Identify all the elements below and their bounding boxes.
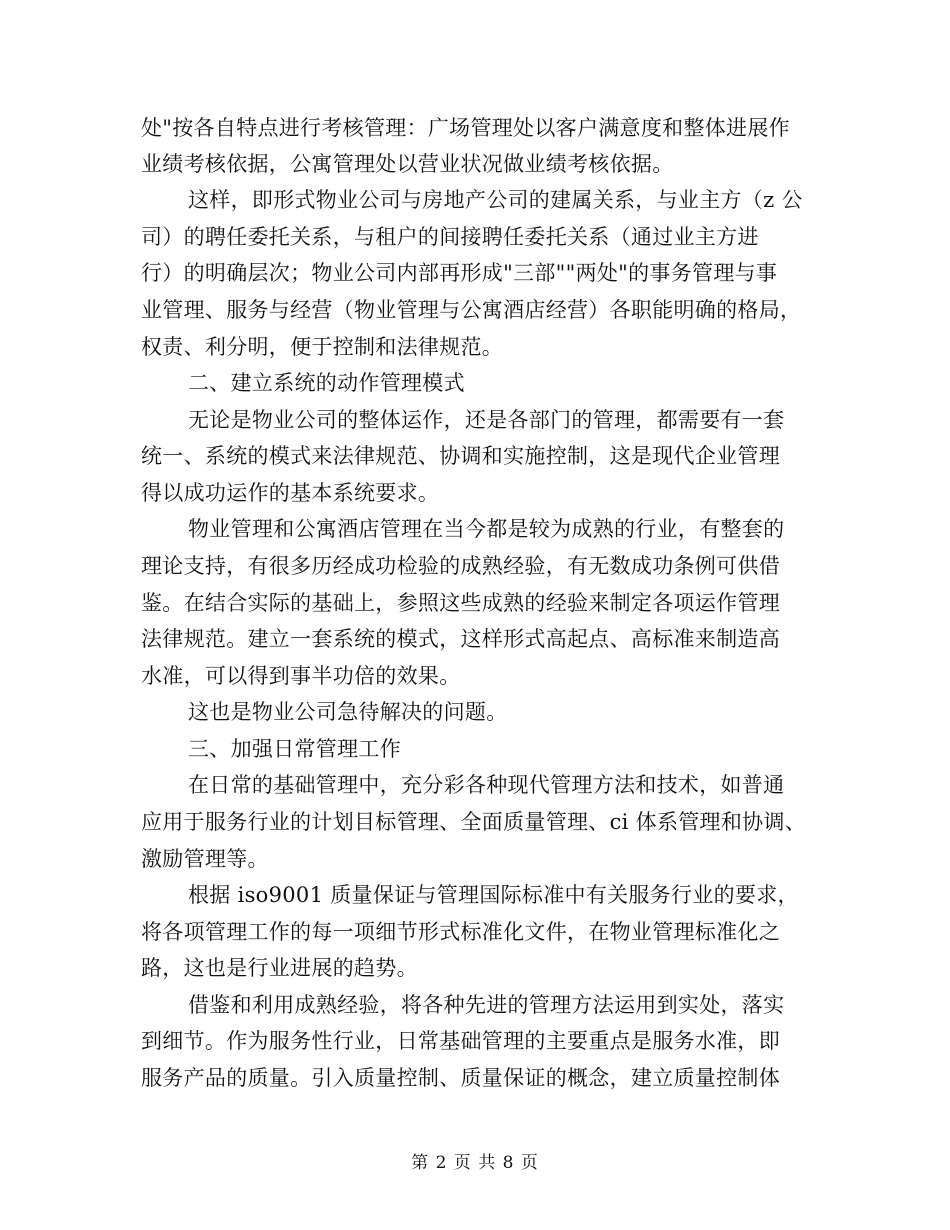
text-line: 应用于服务行业的计划目标管理、全面质量管理、ci 体系管理和协调、 (141, 810, 807, 834)
section-heading: 二、建立系统的动作管理模式 (188, 371, 465, 395)
text-line: 这样，即形式物业公司与房地产公司的建属关系，与业主方（z 公 (188, 188, 803, 212)
text-line: 这也是物业公司急待解决的问题。 (188, 700, 508, 724)
text-line: 鉴。在结合实际的基础上，参照这些成熟的经验来制定各项运作管理 (141, 591, 780, 615)
text-line: 理论支持，有很多历经成功检验的成熟经验，有无数成功条例可供借 (141, 554, 780, 578)
text-line: 水准，可以得到事半功倍的效果。 (141, 664, 461, 688)
text-line: 权责、利分明，便于控制和法律规范。 (141, 335, 504, 359)
text-line: 路，这也是行业进展的趋势。 (141, 956, 418, 980)
text-line: 无论是物业公司的整体运作，还是各部门的管理，都需要有一套 (188, 408, 785, 432)
text-line: 处"按各自特点进行考核管理：广场管理处以客户满意度和整体进展作 (141, 116, 790, 140)
text-line: 到细节。作为服务性行业，日常基础管理的主要重点是服务水准，即 (141, 1029, 780, 1053)
text-line: 在日常的基础管理中，充分彩各种现代管理方法和技术，如普通 (188, 773, 785, 797)
text-line: 根据 iso9001 质量保证与管理国际标准中有关服务行业的要求， (188, 883, 799, 907)
text-line: 司）的聘任委托关系，与租户的间接聘任委托关系（通过业主方进 (141, 225, 759, 249)
page-footer: 第 2 页 共 8 页 (411, 1153, 539, 1173)
section-heading: 三、加强日常管理工作 (188, 737, 401, 761)
text-line: 得以成功运作的基本系统要求。 (141, 481, 440, 505)
text-line: 业管理、服务与经营（物业管理与公寓酒店经营）各职能明确的格局， (141, 298, 802, 322)
text-line: 统一、系统的模式来法律规范、协调和实施控制，这是现代企业管理 (141, 444, 780, 468)
text-line: 行）的明确层次；物业公司内部再形成"三部""两处"的事务管理与事 (141, 261, 778, 285)
text-line: 物业管理和公寓酒店管理在当今都是较为成熟的行业，有整套的 (188, 517, 785, 541)
text-line: 服务产品的质量。引入质量控制、质量保证的概念，建立质量控制体 (141, 1066, 780, 1090)
text-line: 业绩考核依据，公寓管理处以营业状况做业绩考核依据。 (141, 152, 674, 176)
text-line: 将各项管理工作的每一项细节形式标准化文件，在物业管理标准化之 (141, 920, 780, 944)
text-line: 激励管理等。 (141, 847, 269, 871)
text-line: 借鉴和利用成熟经验，将各种先进的管理方法运用到实处，落实 (188, 993, 785, 1017)
text-line: 法律规范。建立一套系统的模式，这样形式高起点、高标准来制造高 (141, 627, 780, 651)
